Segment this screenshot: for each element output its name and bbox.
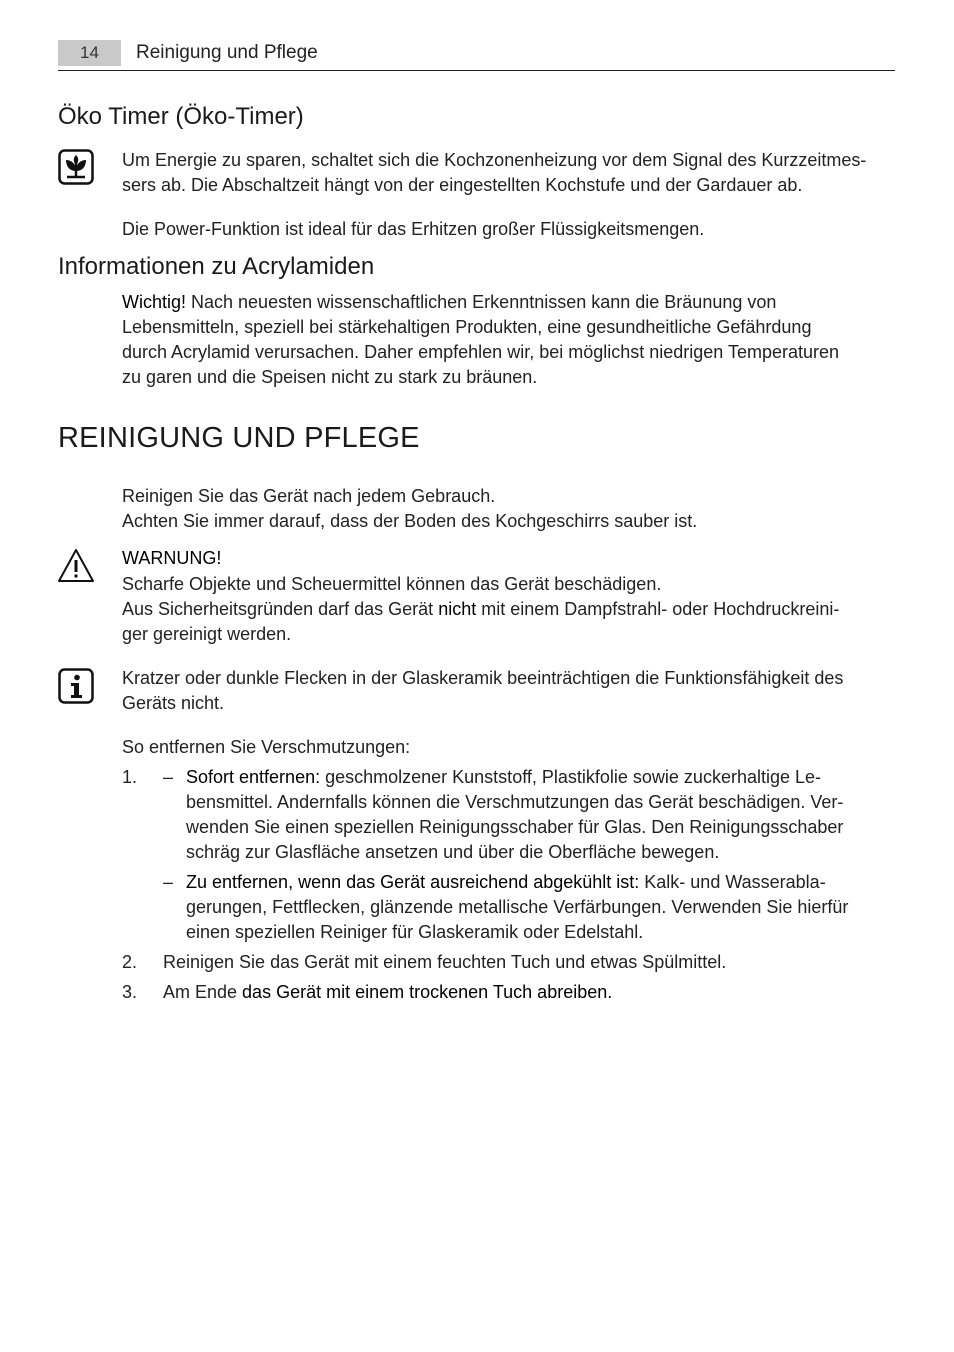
- acrylamide-line: [122, 290, 776, 315]
- chapter-heading: REINIGUNG UND PFLEGE: [58, 422, 420, 454]
- important-label: Wichtig!: [122, 292, 187, 312]
- bullet-dash: –: [163, 872, 174, 892]
- acrylamide-line: zu garen und die Speisen nicht zu stark zu bräunen.: [122, 367, 538, 387]
- info-line: Geräts nicht.: [122, 693, 225, 713]
- step-line: gerungen, Fettflecken, glänzende metallische Verfärbungen. Verwenden Sie hierfür: [186, 897, 849, 917]
- step-line: [186, 765, 821, 790]
- step-line: [163, 980, 612, 1005]
- step-line: bensmittel. Andernfalls können die Verschmutzungen das Gerät beschädigen. Ver-: [186, 792, 844, 812]
- warning-title: WARNUNG!: [122, 548, 222, 568]
- oeko-paragraph-line: Um Energie zu sparen, schaltet sich die Kochzonenheizung vor dem Signal des Kurzzeitmes-: [122, 150, 867, 170]
- warning-triangle-icon: [57, 548, 95, 584]
- step-number: 1.: [122, 767, 138, 787]
- step-lead: Zu entfernen, wenn das Gerät ausreichend abgekühlt ist:: [186, 872, 640, 892]
- bullet-dash: –: [163, 767, 174, 787]
- header-divider: [58, 70, 895, 71]
- step-lead: Sofort entfernen:: [186, 767, 321, 787]
- step-line: schräg zur Glasfläche ansetzen und über die Oberfläche bewegen.: [186, 842, 720, 862]
- warning-line: [122, 597, 839, 622]
- eco-leaf-icon: [58, 149, 94, 185]
- cleaning-intro-line: Achten Sie immer darauf, dass der Boden des Kochgeschirrs sauber ist.: [122, 511, 698, 531]
- oeko-paragraph-line: sers ab. Die Abschaltzeit hängt von der eingestellten Kochstufe und der Gardauer ab.: [122, 175, 803, 195]
- section-heading-oeko-timer: Öko Timer (Öko-Timer): [58, 103, 304, 130]
- step-text: Am Ende: [163, 982, 243, 1002]
- cleaning-intro-line: Reinigen Sie das Gerät nach jedem Gebrauch.: [122, 486, 496, 506]
- step-line: einen speziellen Reiniger für Glaskeramik oder Edelstahl.: [186, 922, 644, 942]
- step-number: 2.: [122, 952, 138, 972]
- step-emphasis: das Gerät mit einem trockenen Tuch abreiben.: [242, 982, 613, 1002]
- step-line: [186, 870, 826, 895]
- step-line: Reinigen Sie das Gerät mit einem feuchten Tuch und etwas Spülmittel.: [163, 952, 727, 972]
- warning-emphasis: nicht: [438, 599, 477, 619]
- running-header: Reinigung und Pflege: [136, 42, 318, 63]
- acrylamide-text: Nach neuesten wissenschaftlichen Erkenntnissen kann die Bräunung von: [186, 292, 777, 312]
- info-line: Kratzer oder dunkle Flecken in der Glaskeramik beeinträchtigen die Funktionsfähigkeit des: [122, 668, 844, 688]
- steps-intro: So entfernen Sie Verschmutzungen:: [122, 737, 411, 757]
- acrylamide-line: durch Acrylamid verursachen. Daher empfehlen wir, bei möglichst niedrigen Temperaturen: [122, 342, 840, 362]
- step-line: wenden Sie einen speziellen Reinigungsschaber für Glas. Den Reinigungsschaber: [186, 817, 844, 837]
- step-number: 3.: [122, 982, 138, 1002]
- page-number: 14: [58, 40, 121, 66]
- acrylamide-line: Lebensmitteln, speziell bei stärkehaltigen Produkten, eine gesundheitliche Gefährdung: [122, 317, 812, 337]
- oeko-power-note: Die Power-Funktion ist ideal für das Erhitzen großer Flüssigkeitsmengen.: [122, 219, 705, 239]
- warning-text: mit einem Dampfstrahl- oder Hochdruckreini-: [476, 599, 840, 619]
- step-text: geschmolzener Kunststoff, Plastikfolie sowie zuckerhaltige Le-: [320, 767, 822, 787]
- warning-text: Aus Sicherheitsgründen darf das Gerät: [122, 599, 439, 619]
- warning-line: Scharfe Objekte und Scheuermittel können das Gerät beschädigen.: [122, 574, 662, 594]
- section-heading-acrylamide: Informationen zu Acrylamiden: [58, 253, 375, 280]
- warning-line: ger gereinigt werden.: [122, 624, 292, 644]
- step-text: Kalk- und Wasserabla-: [639, 872, 826, 892]
- info-icon: [58, 668, 94, 704]
